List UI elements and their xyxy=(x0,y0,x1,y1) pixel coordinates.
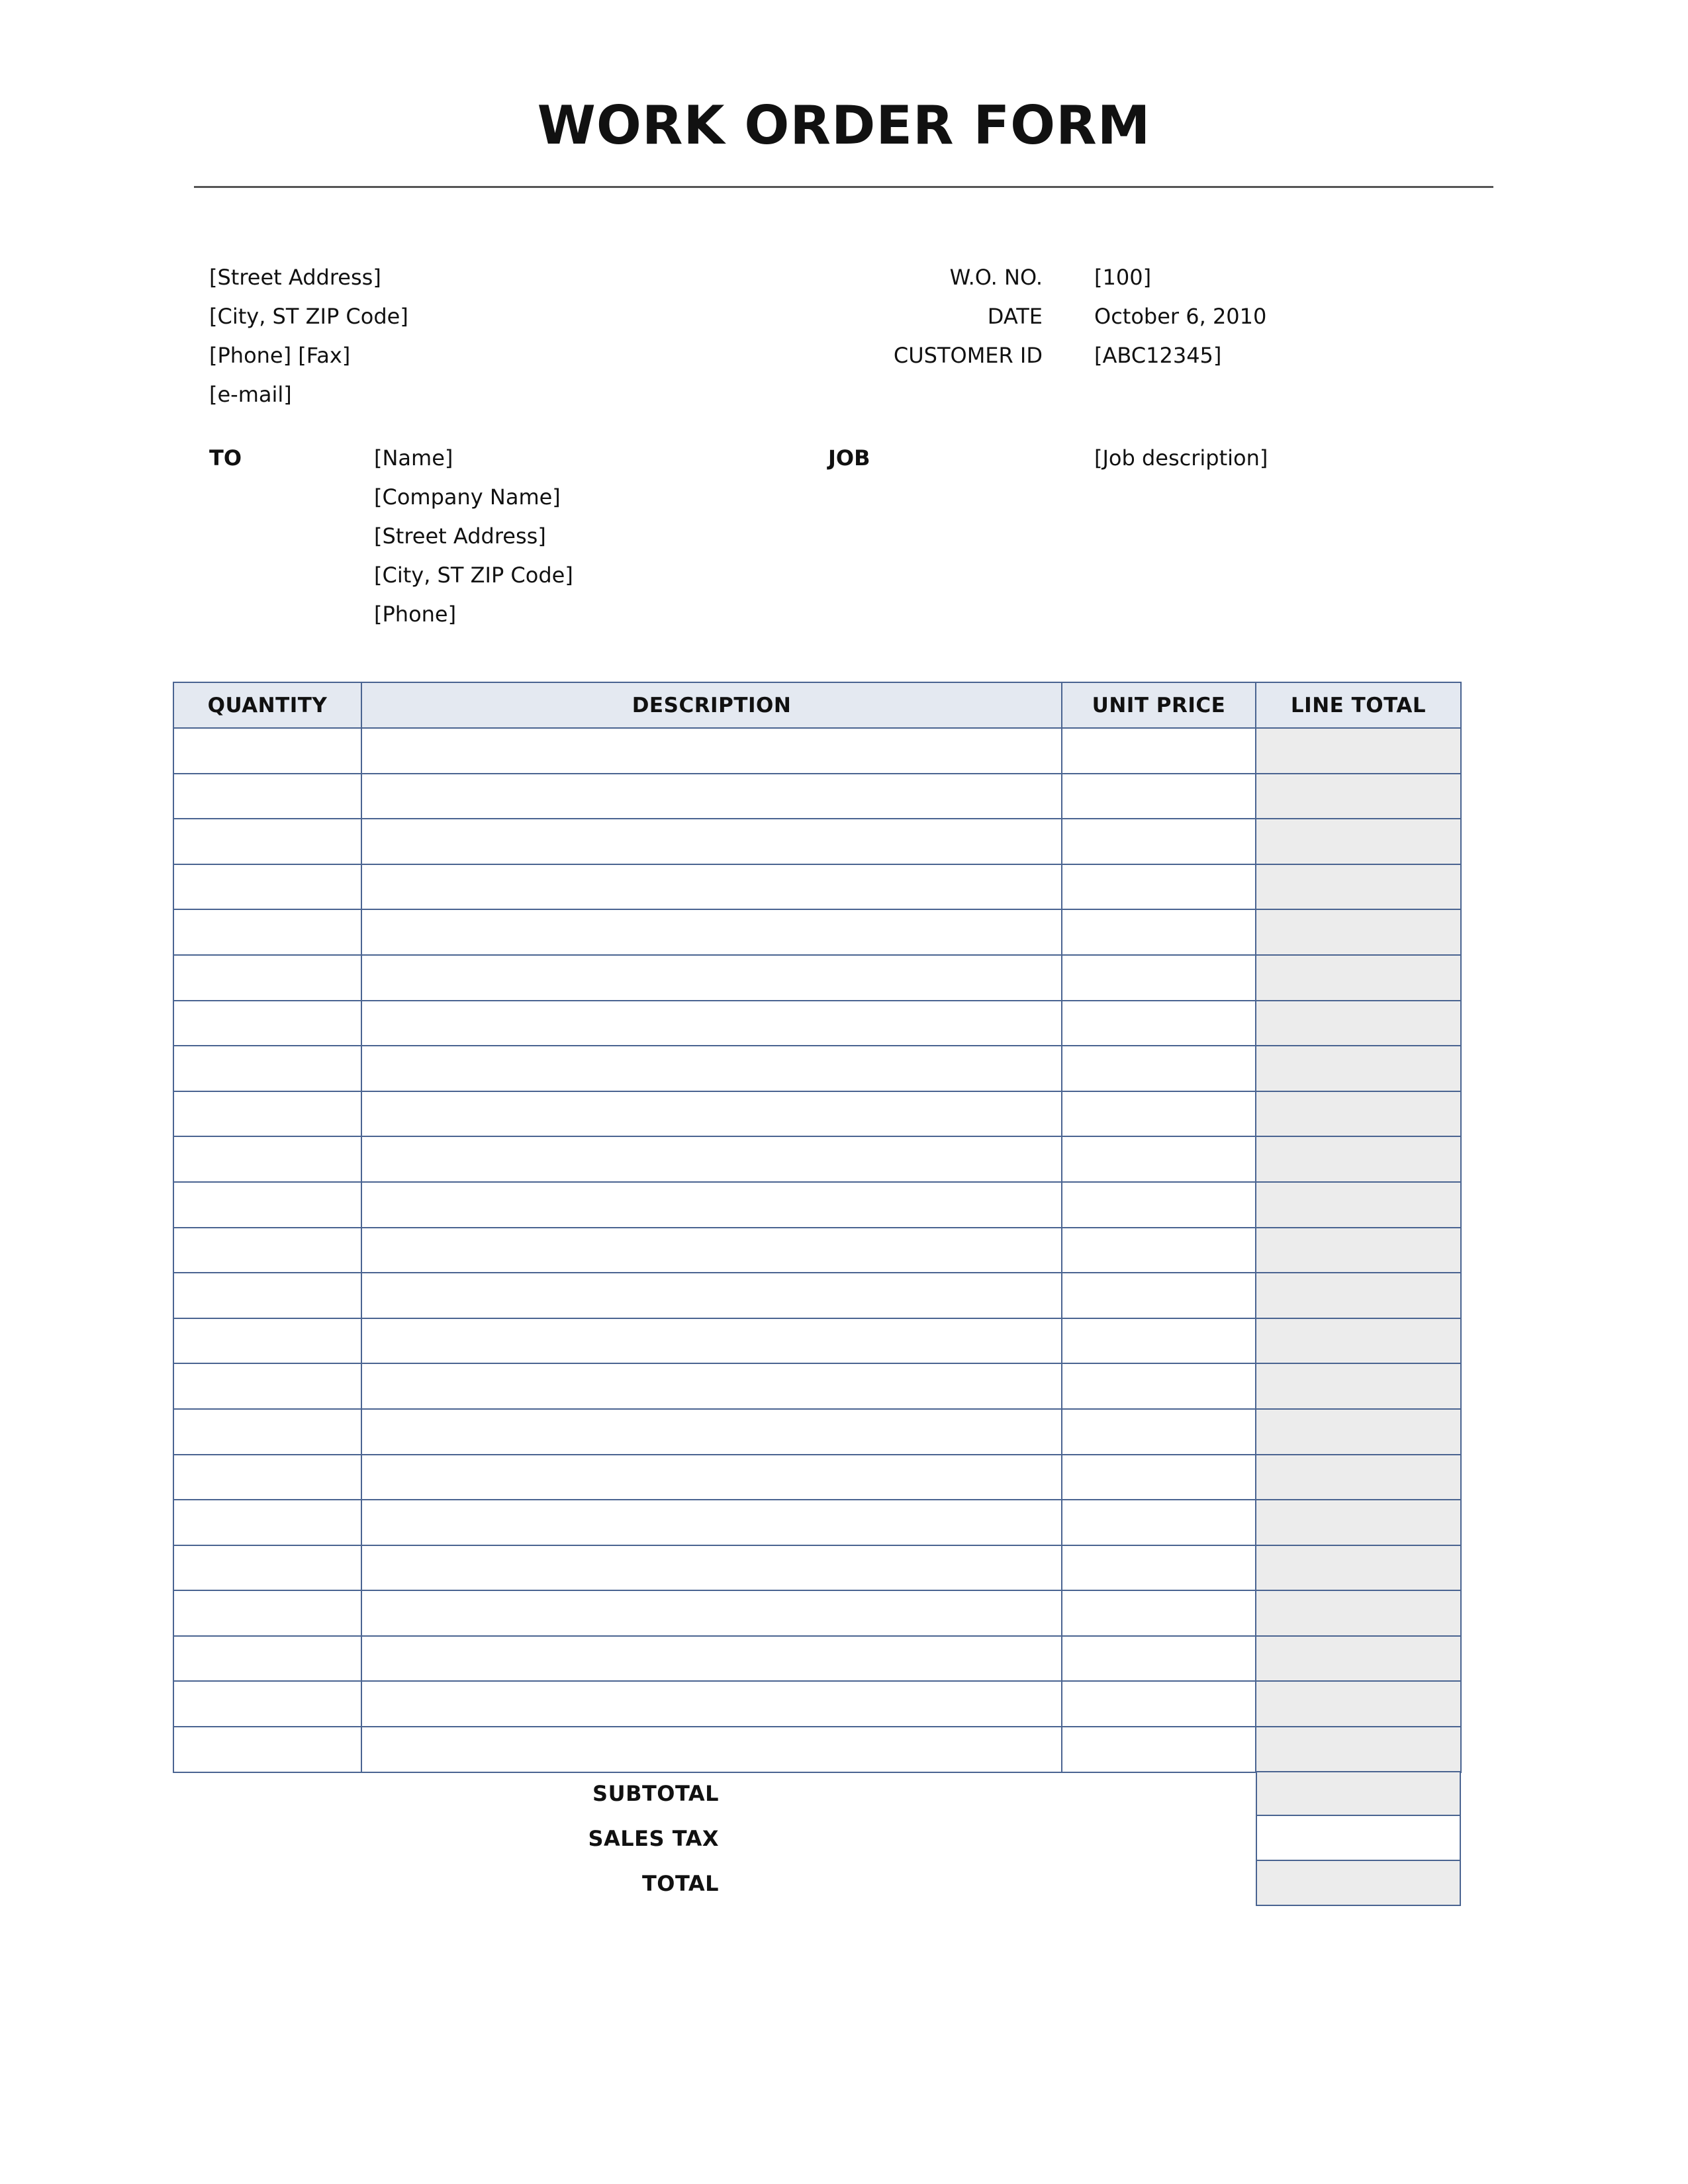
quantity-cell[interactable] xyxy=(173,1046,361,1091)
line-total-cell[interactable] xyxy=(1256,1136,1461,1182)
table-row xyxy=(173,1318,1461,1364)
quantity-cell[interactable] xyxy=(173,1590,361,1636)
recipient-city[interactable]: [City, ST ZIP Code] xyxy=(374,563,573,588)
unit-price-cell[interactable] xyxy=(1062,1590,1256,1636)
unit-price-cell[interactable] xyxy=(1062,1273,1256,1318)
table-row xyxy=(173,1545,1461,1591)
description-cell[interactable] xyxy=(361,1091,1062,1137)
table-row xyxy=(173,1590,1461,1636)
table-row xyxy=(173,909,1461,955)
title-divider xyxy=(194,186,1493,188)
wo-number-value[interactable]: [100] xyxy=(1094,265,1152,290)
line-total-cell[interactable] xyxy=(1256,1363,1461,1409)
line-total-cell[interactable] xyxy=(1256,1455,1461,1500)
job-description[interactable]: [Job description] xyxy=(1094,445,1268,471)
line-total-cell[interactable] xyxy=(1256,1727,1461,1772)
unit-price-cell[interactable] xyxy=(1062,909,1256,955)
sales-tax-label: SALES TAX xyxy=(588,1826,719,1851)
description-cell[interactable] xyxy=(361,1363,1062,1409)
customer-id-label: CUSTOMER ID xyxy=(893,343,1043,368)
unit-price-cell[interactable] xyxy=(1062,819,1256,864)
job-label: JOB xyxy=(828,445,870,471)
quantity-header: QUANTITY xyxy=(173,682,361,728)
table-row xyxy=(173,955,1461,1001)
unit-price-cell[interactable] xyxy=(1062,1363,1256,1409)
line-total-cell[interactable] xyxy=(1256,909,1461,955)
quantity-cell[interactable] xyxy=(173,955,361,1001)
description-cell[interactable] xyxy=(361,1681,1062,1727)
quantity-cell[interactable] xyxy=(173,774,361,819)
unit-price-cell[interactable] xyxy=(1062,1409,1256,1455)
line-total-cell[interactable] xyxy=(1256,955,1461,1001)
table-row xyxy=(173,1001,1461,1046)
date-label: DATE xyxy=(987,304,1043,329)
quantity-cell[interactable] xyxy=(173,1228,361,1273)
table-row xyxy=(173,774,1461,819)
unit-price-cell[interactable] xyxy=(1062,1046,1256,1091)
line-total-cell[interactable] xyxy=(1256,728,1461,774)
line-total-cell[interactable] xyxy=(1256,1001,1461,1046)
table-row xyxy=(173,1500,1461,1545)
description-cell[interactable] xyxy=(361,1136,1062,1182)
line-total-cell[interactable] xyxy=(1256,1273,1461,1318)
description-cell[interactable] xyxy=(361,1228,1062,1273)
table-row xyxy=(173,1409,1461,1455)
quantity-cell[interactable] xyxy=(173,1182,361,1228)
description-cell[interactable] xyxy=(361,1001,1062,1046)
line-total-header: LINE TOTAL xyxy=(1256,682,1461,728)
line-items-table-wrap xyxy=(173,682,1462,1773)
unit-price-cell[interactable] xyxy=(1062,1001,1256,1046)
line-total-cell[interactable] xyxy=(1256,819,1461,864)
quantity-cell[interactable] xyxy=(173,1136,361,1182)
subtotal-cell[interactable] xyxy=(1256,1771,1461,1816)
quantity-cell[interactable] xyxy=(173,1545,361,1591)
table-row xyxy=(173,1727,1461,1772)
sender-phone-fax: [Phone] [Fax] xyxy=(209,343,351,368)
recipient-company[interactable]: [Company Name] xyxy=(374,484,561,510)
unit-price-cell[interactable] xyxy=(1062,1228,1256,1273)
unit-price-cell[interactable] xyxy=(1062,955,1256,1001)
quantity-cell[interactable] xyxy=(173,909,361,955)
table-header-row xyxy=(173,682,1461,728)
table-row xyxy=(173,1363,1461,1409)
description-cell[interactable] xyxy=(361,1590,1062,1636)
line-items-table xyxy=(173,682,1462,1773)
total-cell[interactable] xyxy=(1256,1861,1461,1906)
line-total-cell[interactable] xyxy=(1256,1182,1461,1228)
unit-price-cell[interactable] xyxy=(1062,1455,1256,1500)
table-row xyxy=(173,819,1461,864)
order-info-labels xyxy=(778,258,1043,375)
quantity-cell[interactable] xyxy=(173,1273,361,1318)
description-cell[interactable] xyxy=(361,1500,1062,1545)
description-cell[interactable] xyxy=(361,864,1062,910)
quantity-cell[interactable] xyxy=(173,1636,361,1682)
subtotal-label: SUBTOTAL xyxy=(592,1781,719,1806)
unit-price-cell[interactable] xyxy=(1062,1091,1256,1137)
table-row xyxy=(173,1091,1461,1137)
unit-price-cell[interactable] xyxy=(1062,1636,1256,1682)
total-label: TOTAL xyxy=(641,1871,719,1896)
description-header: DESCRIPTION xyxy=(361,682,1062,728)
recipient-address-block xyxy=(374,439,573,634)
recipient-phone[interactable]: [Phone] xyxy=(374,602,457,627)
table-row xyxy=(173,1636,1461,1682)
sales-tax-cell[interactable] xyxy=(1256,1816,1461,1861)
table-row xyxy=(173,1136,1461,1182)
quantity-cell[interactable] xyxy=(173,1409,361,1455)
customer-id-value[interactable]: [ABC12345] xyxy=(1094,343,1222,368)
unit-price-cell[interactable] xyxy=(1062,728,1256,774)
description-cell[interactable] xyxy=(361,1545,1062,1591)
order-info-values xyxy=(1094,258,1266,375)
unit-price-cell[interactable] xyxy=(1062,1681,1256,1727)
description-cell[interactable] xyxy=(361,1046,1062,1091)
table-row xyxy=(173,1455,1461,1500)
line-total-cell[interactable] xyxy=(1256,1590,1461,1636)
description-cell[interactable] xyxy=(361,819,1062,864)
unit-price-cell[interactable] xyxy=(1062,1500,1256,1545)
quantity-cell[interactable] xyxy=(173,819,361,864)
form-title: WORK ORDER FORM xyxy=(537,95,1151,156)
line-total-cell[interactable] xyxy=(1256,774,1461,819)
sender-address-block xyxy=(209,258,408,414)
table-row xyxy=(173,1273,1461,1318)
recipient-name[interactable]: [Name] xyxy=(374,445,453,471)
unit-price-cell[interactable] xyxy=(1062,1318,1256,1364)
quantity-cell[interactable] xyxy=(173,728,361,774)
quantity-cell[interactable] xyxy=(173,1455,361,1500)
unit-price-cell[interactable] xyxy=(1062,1727,1256,1772)
quantity-cell[interactable] xyxy=(173,1500,361,1545)
quantity-cell[interactable] xyxy=(173,864,361,910)
quantity-cell[interactable] xyxy=(173,1727,361,1772)
line-total-cell[interactable] xyxy=(1256,1545,1461,1591)
description-cell[interactable] xyxy=(361,1409,1062,1455)
description-cell[interactable] xyxy=(361,1455,1062,1500)
quantity-cell[interactable] xyxy=(173,1001,361,1046)
description-cell[interactable] xyxy=(361,728,1062,774)
unit-price-cell[interactable] xyxy=(1062,864,1256,910)
line-total-cell[interactable] xyxy=(1256,864,1461,910)
description-cell[interactable] xyxy=(361,955,1062,1001)
quantity-cell[interactable] xyxy=(173,1363,361,1409)
unit-price-cell[interactable] xyxy=(1062,774,1256,819)
line-total-cell[interactable] xyxy=(1256,1409,1461,1455)
sender-city: [City, ST ZIP Code] xyxy=(209,304,408,329)
quantity-cell[interactable] xyxy=(173,1681,361,1727)
sender-email: [e-mail] xyxy=(209,382,292,407)
quantity-cell[interactable] xyxy=(173,1318,361,1364)
line-total-cell[interactable] xyxy=(1256,1228,1461,1273)
sender-street: [Street Address] xyxy=(209,265,381,290)
line-total-cell[interactable] xyxy=(1256,1318,1461,1364)
line-total-cell[interactable] xyxy=(1256,1046,1461,1091)
unit-price-cell[interactable] xyxy=(1062,1136,1256,1182)
description-cell[interactable] xyxy=(361,909,1062,955)
table-row xyxy=(173,1228,1461,1273)
to-label: TO xyxy=(209,445,242,471)
table-row xyxy=(173,1681,1461,1727)
description-cell[interactable] xyxy=(361,1273,1062,1318)
line-total-cell[interactable] xyxy=(1256,1681,1461,1727)
table-row xyxy=(173,1182,1461,1228)
table-row xyxy=(173,1046,1461,1091)
description-cell[interactable] xyxy=(361,1636,1062,1682)
unit-price-header: UNIT PRICE xyxy=(1062,682,1256,728)
description-cell[interactable] xyxy=(361,1318,1062,1364)
unit-price-cell[interactable] xyxy=(1062,1545,1256,1591)
table-row xyxy=(173,864,1461,910)
description-cell[interactable] xyxy=(361,774,1062,819)
line-total-cell[interactable] xyxy=(1256,1091,1461,1137)
line-items-body xyxy=(173,728,1461,1772)
unit-price-cell[interactable] xyxy=(1062,1182,1256,1228)
line-total-cell[interactable] xyxy=(1256,1500,1461,1545)
date-value[interactable]: October 6, 2010 xyxy=(1094,304,1267,329)
quantity-cell[interactable] xyxy=(173,1091,361,1137)
wo-number-label: W.O. NO. xyxy=(949,265,1043,290)
description-cell[interactable] xyxy=(361,1727,1062,1772)
description-cell[interactable] xyxy=(361,1182,1062,1228)
table-row xyxy=(173,728,1461,774)
line-total-cell[interactable] xyxy=(1256,1636,1461,1682)
recipient-street[interactable]: [Street Address] xyxy=(374,523,546,549)
